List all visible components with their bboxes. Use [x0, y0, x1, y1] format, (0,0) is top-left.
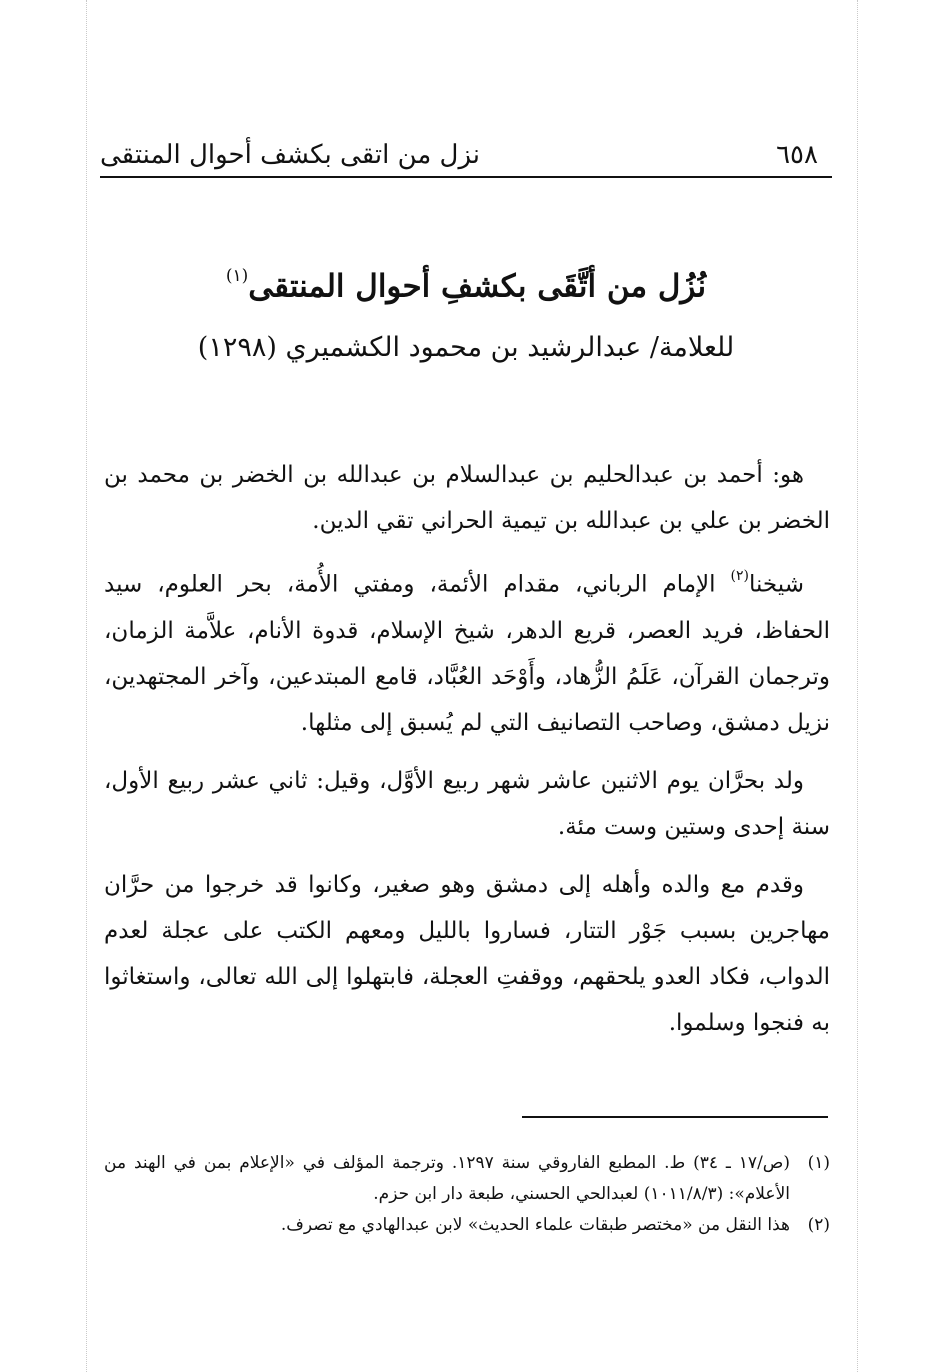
chapter-title-text: نُزُل من أتَّقَى بكشفِ أحوال المنتقى — [248, 268, 707, 305]
paragraph-migration: وقدم مع والده وأهله إلى دمشق وهو صغير، وكانوا قد خرجوا من حرَّان مهاجرين بسبب جَوْر التتار، فساروا بالليل ومعهم الكتب على عجلة لعدم الدواب، فكاد العدو يلحقهم، ووقفتِ العجلة، فابتهلوا إلى الله تعالى، واستغاثوا به فنجوا وسلموا. — [104, 871, 830, 1036]
footnote-1 — [104, 1148, 830, 1210]
scan-margin-left — [86, 0, 88, 1372]
title-block — [100, 254, 832, 372]
author-line: للعلامة/ عبدالرشيد بن محمود الكشميري (١٢٩٨) — [197, 332, 735, 364]
chapter-title — [100, 254, 832, 312]
footnote-ref-1: (١) — [225, 266, 249, 286]
paragraph-lineage: هو: أحمد بن عبدالحليم بن عبدالسلام بن عبدالله بن الخضر بن محمد بن الخضر بن علي بن عبدالله بن تيمية الحراني تقي الدين. — [104, 462, 830, 534]
paragraph-praise — [104, 556, 830, 746]
paragraph-birth: ولد بحرَّان يوم الاثنين عاشر شهر ربيع الأوَّل، وقيل: ثاني عشر ربيع الأول، سنة إحدى وستين وست مئة. — [104, 767, 830, 840]
footnotes — [104, 1148, 830, 1241]
page-number: ٦٥٨ — [776, 140, 818, 170]
footnote-text: هذا النقل من «مختصر طبقات علماء الحديث» لابن عبدالهادي مع تصرف. — [280, 1215, 790, 1235]
running-title: نزل من اتقى بكشف أحوال المنتقى — [100, 140, 481, 170]
footnote-2 — [104, 1210, 830, 1241]
footnote-marker: (٢) — [807, 1215, 830, 1235]
footnote-text: (ص/١٧ ـ ٣٤) ط. المطبع الفاروقي سنة ١٢٩٧. وترجمة المؤلف في «الإعلام بمن في الهند من الأعلام»: (١٠١١/٨/٣) لعبدالحي الحسني، طبعة دار ابن حزم. — [104, 1153, 790, 1204]
scan-margin-right — [857, 0, 859, 1372]
paragraph-praise-start: شيخنا — [748, 571, 804, 598]
paragraph-praise-rest: الإمام الرباني، مقدام الأئمة، ومفتي الأُمة، بحر العلوم، سيد الحفاظ، فريد العصر، قريع الدهر، شيخ الإسلام، قدوة الأنام، علاَّمة الزمان، وترجمان القرآن، عَلَمُ الزُّهاد، وأَوْحَد العُبَّاد، قامع المبتدعين، وآخر المجتهدين، نزيل دمشق، وصاحب التصانيف التي لم يُسبق إلى مثلها. — [104, 571, 830, 736]
body-text — [104, 452, 830, 1058]
running-header — [100, 132, 832, 178]
footnote-marker: (١) — [807, 1153, 830, 1173]
footnote-separator — [522, 1116, 828, 1118]
footnote-ref-2: (٢) — [730, 568, 749, 584]
